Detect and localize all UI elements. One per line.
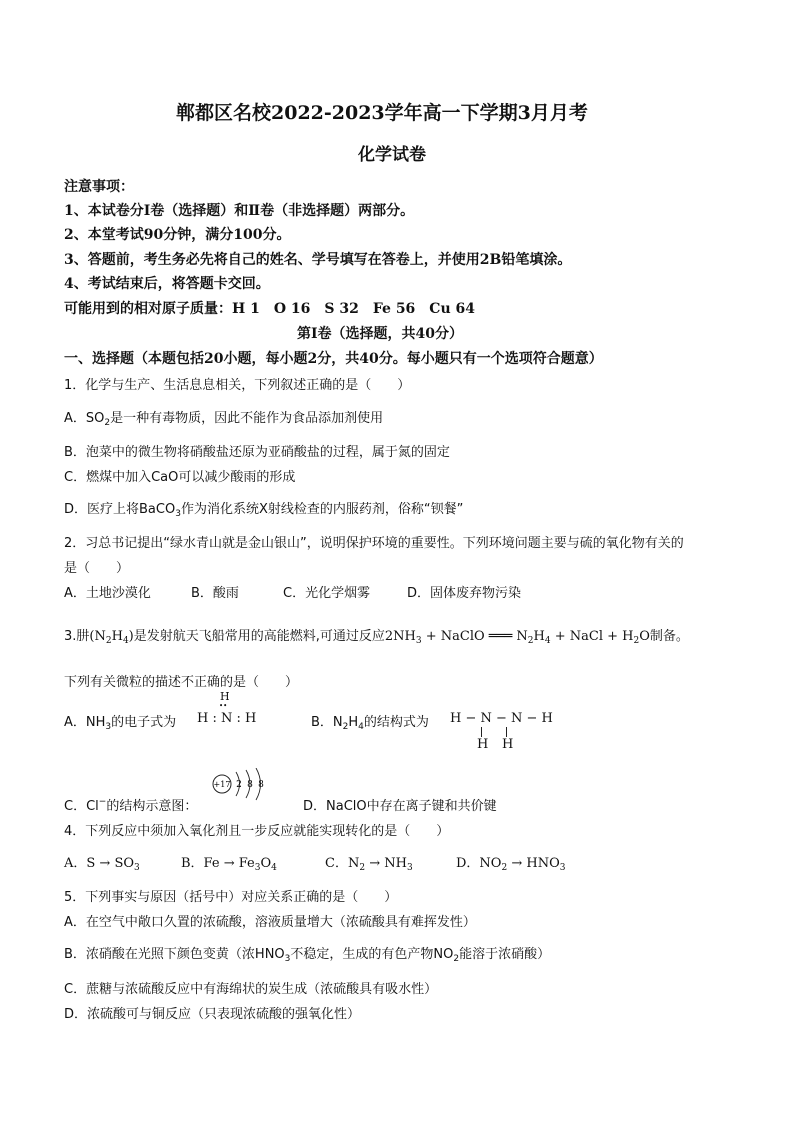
n2h4-h-lower: H — [502, 737, 514, 752]
t: 能溶于浓硝酸） — [459, 947, 551, 962]
nh3-top-h: H — [220, 690, 230, 703]
q5-option-b — [64, 943, 550, 962]
subscript: 4 — [358, 722, 364, 732]
notice-heading: 注意事项： — [64, 179, 134, 195]
q3-option-a — [64, 711, 176, 730]
bond-line — [506, 727, 507, 737]
q5-option-c: C．蔗糖与浓硫酸反应中有海绵状的炭生成（浓硫酸具有吸水性） — [64, 982, 438, 997]
t: D．NO — [456, 856, 502, 871]
q4-option-c — [325, 852, 413, 871]
t: H — [348, 715, 359, 730]
subscript: 2 — [501, 863, 508, 873]
q4-option-d — [456, 852, 565, 871]
f: + NaClO ═══ N — [421, 629, 528, 644]
t: C．N — [325, 856, 360, 871]
q3-equation — [385, 629, 650, 644]
shell-count: 8 — [247, 780, 253, 790]
section-heading: 一、选择题（本题包括20小题，每小题2分，共40分。每小题只有一个选项符合题意） — [64, 351, 603, 367]
t: B．浓硝酸在光照下颜色变黄（浓HNO — [64, 947, 285, 962]
t: → NH — [365, 856, 407, 871]
q3-text: 是发射航天飞船常用的高能燃料,可通过反应 — [133, 629, 385, 644]
subscript: 3 — [284, 954, 291, 964]
q3-option-b — [311, 711, 429, 730]
subscript: 2 — [453, 954, 460, 964]
q2-option-c: C．光化学烟雾 — [283, 586, 371, 601]
notice-item: 2、本堂考试90分钟，满分100分。 — [64, 227, 291, 243]
q2-option-d: D．固体废弃物污染 — [407, 586, 522, 601]
q5-stem: 5．下列事实与原因（括号中）对应关系正确的是（ ） — [64, 890, 398, 905]
q1-stem: 1．化学与生产、生活息息相关，下列叙述正确的是（ ） — [64, 378, 411, 393]
q2-stem: 2．习总书记提出“绿水青山就是金山银山”，说明保护环境的重要性。下列环境问题主要与硫的氧化物有关的 — [64, 536, 684, 551]
n2h4-h-lower: H — [477, 737, 489, 752]
q2-option-b: B．酸雨 — [191, 586, 239, 601]
shell-count: 8 — [258, 780, 264, 790]
t: 的结构式为 — [363, 715, 429, 730]
f: 2NH — [384, 629, 416, 644]
subscript: 4 — [271, 863, 277, 873]
q1-a-text2: 是一种有毒物质，因此不能作为食品添加剂使用 — [110, 411, 384, 426]
subscript: 2 — [104, 418, 111, 428]
q5-option-a: A．在空气中敞口久置的浓硫酸，溶液质量增大（浓硫酸具有难挥发性） — [64, 915, 476, 930]
q3-option-d: D．NaClO中存在离子键和共价键 — [303, 799, 497, 814]
q3-text: 3.肼 — [64, 629, 90, 644]
n2h4-structure: H − N − N − H — [450, 711, 553, 726]
q2-stem-cont: 是（ ） — [64, 561, 130, 576]
subscript: 4 — [122, 636, 129, 646]
subscript: 2 — [633, 636, 640, 646]
q4-option-b — [181, 852, 277, 871]
f: H — [111, 629, 123, 644]
q4-option-a — [64, 852, 140, 871]
notice-item: 3、答题前，考生务必先将自己的姓名、学号填写在答卷上，并使用2B铅笔填涂。 — [64, 252, 572, 268]
q3-text: 制备。 — [649, 629, 689, 644]
nucleus-charge: +17 — [213, 780, 231, 789]
notice-item: 4、考试结束后，将答题卡交回。 — [64, 276, 270, 292]
page-subtitle: 化学试卷 — [358, 145, 426, 165]
subscript: 4 — [544, 636, 551, 646]
subscript: 3 — [415, 636, 422, 646]
t: A．S → SO — [64, 856, 135, 871]
t: B．Fe → Fe — [181, 856, 255, 871]
subscript: 2 — [342, 722, 349, 732]
q1-option-c: C．燃煤中加入CaO可以减少酸雨的形成 — [64, 470, 296, 485]
page-title: 郸都区名校2022-2023学年高一下学期3月月考 — [176, 102, 588, 124]
t: 的电子式为 — [111, 715, 177, 730]
f: + NaCl + H — [550, 629, 634, 644]
q3-option-c — [64, 795, 197, 814]
subscript: 3 — [134, 863, 140, 873]
subscript: 2 — [105, 636, 112, 646]
t: C．Cl — [64, 799, 99, 814]
t: 的结构示意图： — [106, 799, 198, 814]
q1-option-b: B．泡菜中的微生物将硝酸盐还原为亚硝酸盐的过程，属于氮的固定 — [64, 445, 450, 460]
q1-a-text: A．SO — [64, 411, 105, 426]
lone-pair-dots: •• — [219, 702, 228, 710]
q1-option-a — [64, 407, 383, 426]
subscript: 2 — [527, 636, 534, 646]
notice-item: 1、本试卷分Ⅰ卷（选择题）和Ⅱ卷（非选择题）两部分。 — [64, 203, 415, 219]
atomic-mass-line: 可能用到的相对原子质量：H 1 O 16 S 32 Fe 56 Cu 64 — [64, 301, 475, 317]
cl-ion-structure-diagram — [210, 768, 274, 808]
subscript: 3 — [105, 722, 112, 732]
f: H — [533, 629, 545, 644]
f: (N — [89, 629, 106, 644]
q3-stem — [64, 625, 689, 644]
f: O — [639, 629, 650, 644]
superscript: − — [98, 797, 107, 807]
q4-stem: 4．下列反应中须加入氧化剂且一步反应就能实现转化的是（ ） — [64, 824, 450, 839]
part1-title: 第Ⅰ卷（选择题，共40分） — [297, 326, 464, 342]
t: 不稳定，生成的有色产物NO — [290, 947, 454, 962]
subscript: 3 — [559, 863, 566, 873]
subscript: 3 — [254, 863, 261, 873]
q1-d-text2: 作为消化系统X射线检查的内服药剂，俗称“钡餐” — [180, 502, 464, 517]
t: B．N — [311, 715, 343, 730]
q3-formula — [89, 629, 133, 644]
q2-option-a: A．土地沙漠化 — [64, 586, 151, 601]
bond-line — [481, 727, 482, 737]
q1-d-text: D．医疗上将BaCO — [64, 502, 176, 517]
q1-option-d — [64, 498, 463, 517]
t: → HNO — [507, 856, 560, 871]
shell-count: 2 — [236, 780, 242, 790]
q3-stem-cont: 下列有关微粒的描述不正确的是（ ） — [64, 675, 299, 690]
t: O — [260, 856, 272, 871]
nh3-electron-formula: H : N : H — [197, 711, 257, 726]
subscript: 3 — [175, 509, 181, 519]
t: A．NH — [64, 715, 106, 730]
f: ) — [128, 629, 134, 644]
subscript: 2 — [359, 863, 366, 873]
q5-option-d: D．浓硫酸可与铜反应（只表现浓硫酸的强氧化性） — [64, 1007, 361, 1022]
subscript: 3 — [406, 863, 413, 873]
